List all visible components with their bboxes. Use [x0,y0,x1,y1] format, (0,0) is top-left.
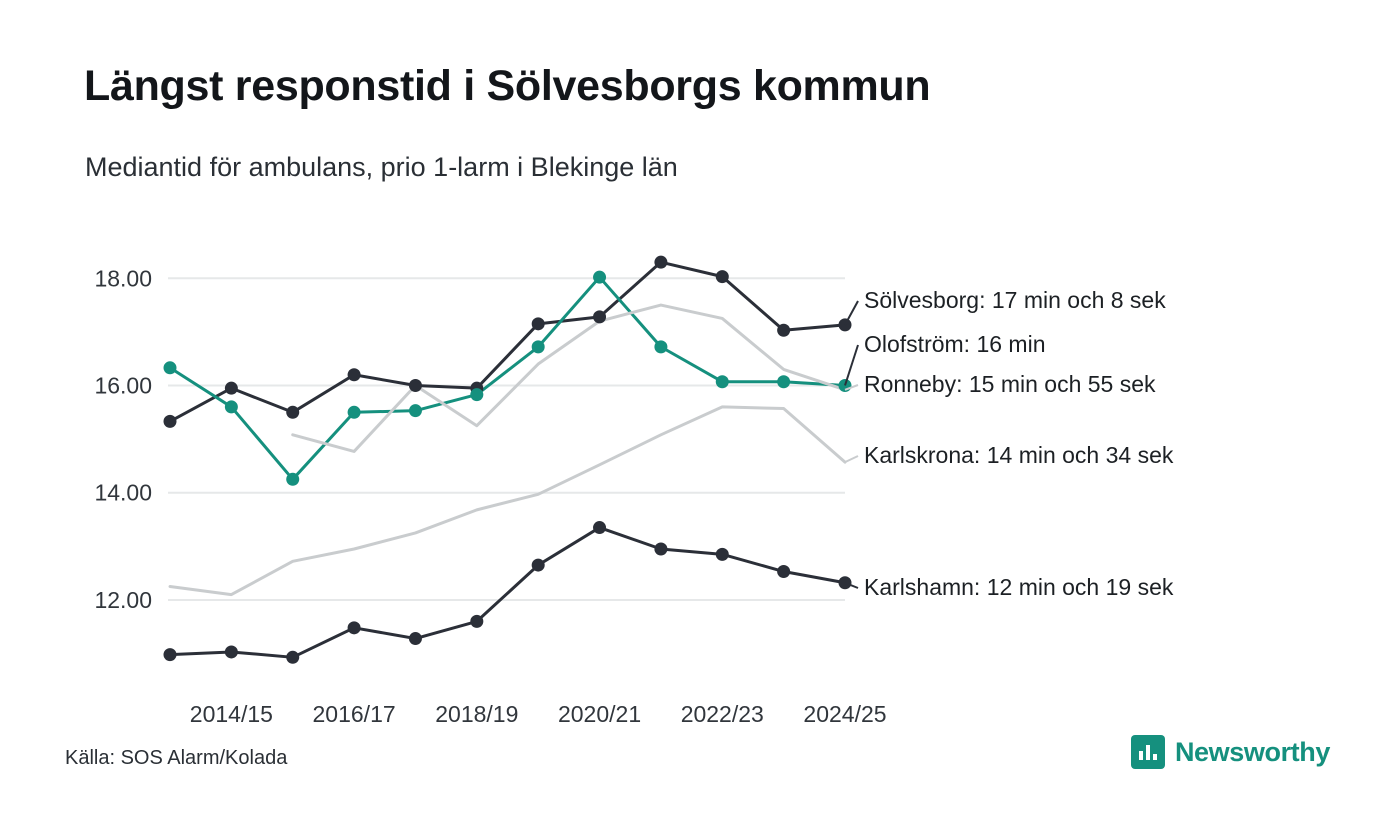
data-point [348,621,361,634]
gridlines [168,278,845,600]
series-label: Karlskrona: 14 min och 34 sek [864,442,1174,468]
data-point [225,400,238,413]
series-line [170,407,845,595]
data-point [164,361,177,374]
data-point [470,615,483,628]
series-label: Karlshamn: 12 min och 19 sek [864,574,1174,600]
page-subtitle: Mediantid för ambulans, prio 1-larm i Blekinge län [85,152,678,182]
data-point [716,270,729,283]
series-label: Ronneby: 15 min och 55 sek [864,371,1156,397]
x-tick-label: 2020/21 [557,701,642,727]
data-point [348,406,361,419]
series-label: Olofström: 16 min [864,331,1046,357]
data-point [777,375,790,388]
source-note: Källa: SOS Alarm/Kolada [65,747,288,769]
data-point [286,473,299,486]
data-point [593,310,606,323]
data-point [532,340,545,353]
newsworthy-logo [1131,735,1330,769]
data-point [286,651,299,664]
data-point [593,521,606,534]
series-line [170,262,845,421]
x-tick-label: 2018/19 [435,701,519,727]
series-end-labels [845,287,1174,600]
data-point [593,271,606,284]
x-axis-tick-labels [190,701,887,727]
data-point [777,565,790,578]
page-title: Längst responstid i Sölvesborgs kommun [84,62,931,110]
x-tick-label: 2024/25 [803,701,887,727]
data-point [532,317,545,330]
y-axis-tick-labels [94,265,152,613]
series-line [170,277,845,479]
label-leader-line [845,301,858,325]
y-tick-label: 12.00 [94,586,152,613]
bar-chart-icon [1131,735,1165,769]
data-point [716,548,729,561]
data-point [409,379,422,392]
data-point [532,559,545,572]
label-leader-line [845,456,858,462]
label-leader-line [845,345,858,385]
x-tick-label: 2014/15 [189,701,273,727]
data-point [654,543,667,556]
data-point [470,388,483,401]
data-point [654,340,667,353]
y-tick-label: 16.00 [94,372,152,399]
data-point [348,368,361,381]
data-point [164,415,177,428]
y-tick-label: 18.00 [94,265,152,292]
x-tick-label: 2022/23 [680,701,764,727]
series-label: Sölvesborg: 17 min och 8 sek [864,287,1166,313]
series-line [170,528,845,658]
data-point [777,324,790,337]
logo-text: Newsworthy [1174,736,1330,767]
series-lines [170,262,845,657]
data-point [409,404,422,417]
series-points [164,256,852,664]
x-tick-label: 2016/17 [312,701,396,727]
data-point [654,256,667,269]
data-point [286,406,299,419]
data-point [225,645,238,658]
data-point [716,375,729,388]
data-point [409,632,422,645]
data-point [225,382,238,395]
data-point [164,648,177,661]
y-tick-label: 14.00 [94,479,152,506]
